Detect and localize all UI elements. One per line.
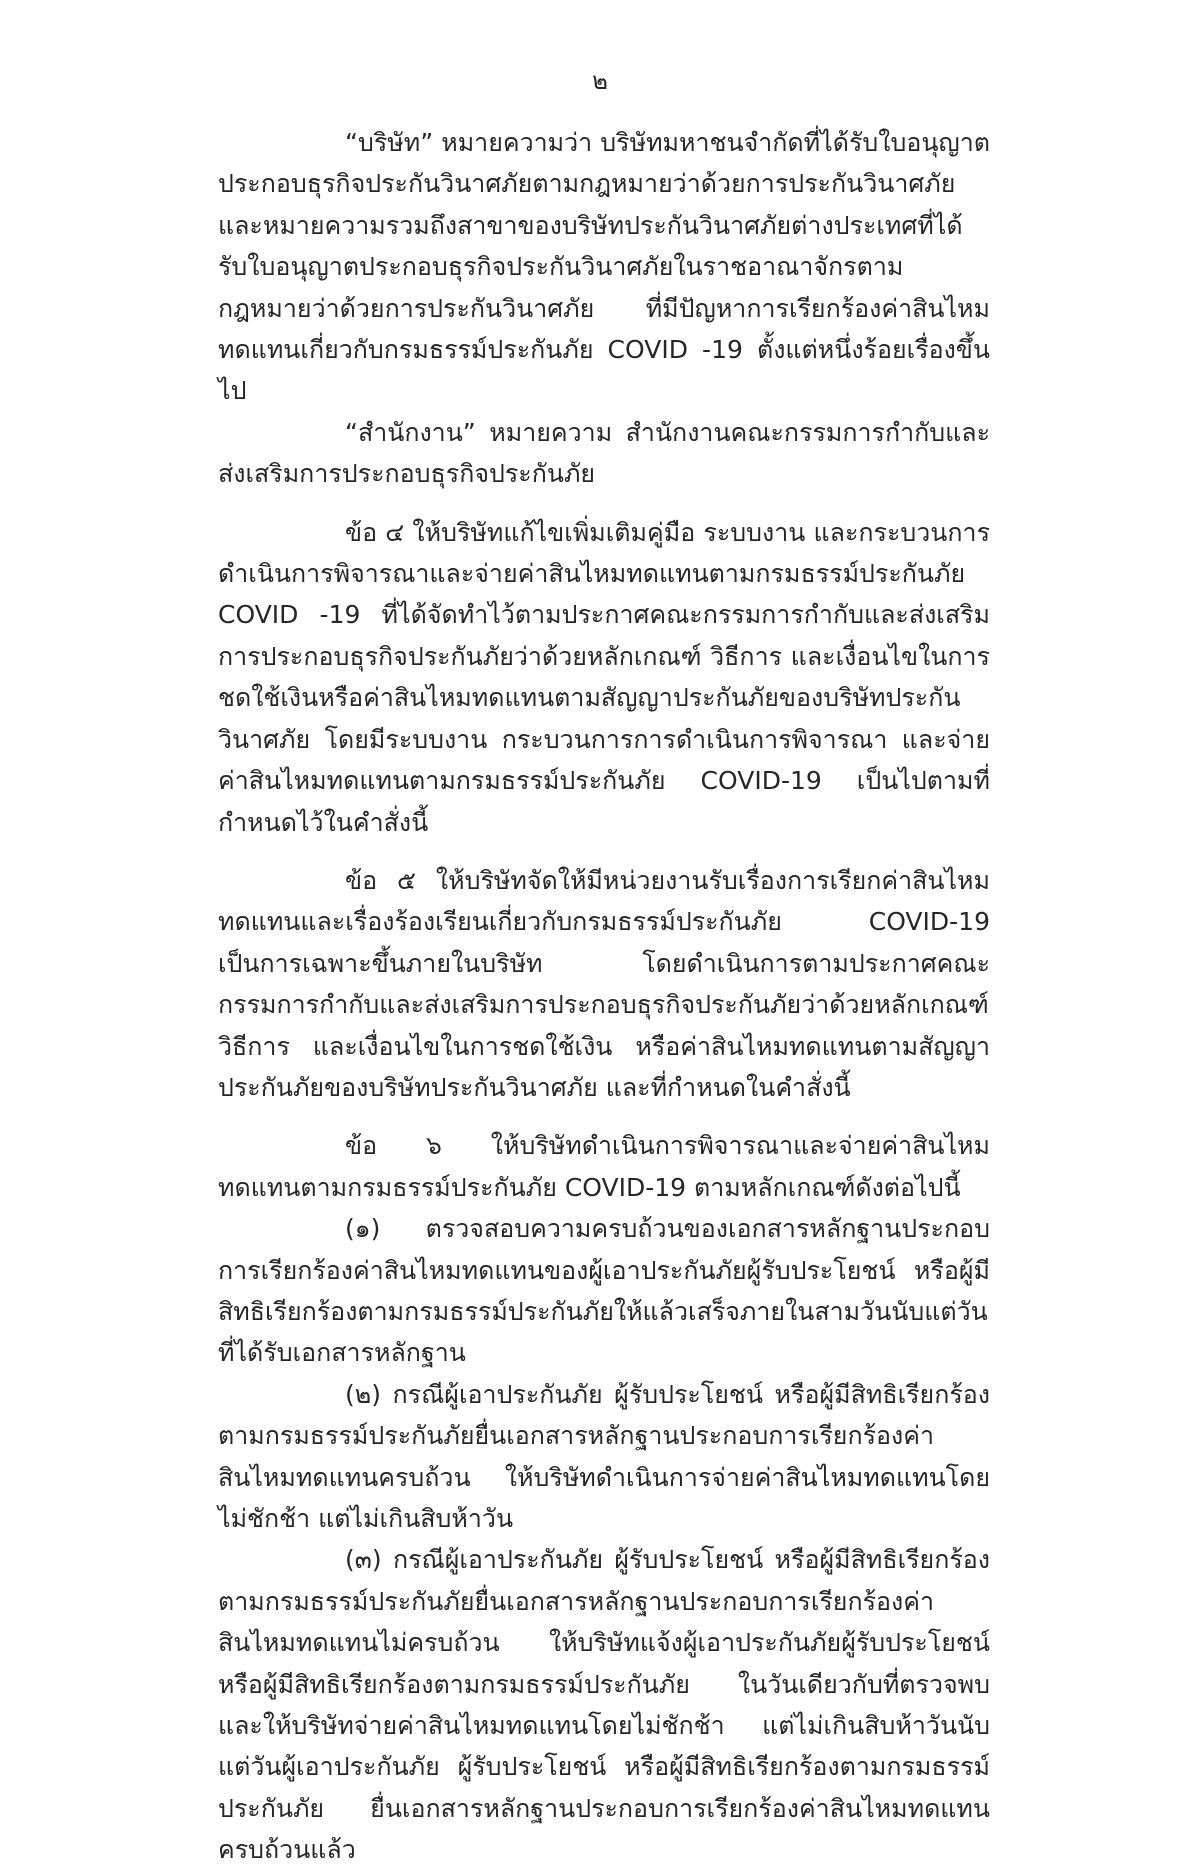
clause-6-item-1: (๑) ตรวจสอบความครบถ้วนของเอกสารหลักฐานประกอบการเรียกร้องค่าสินไหมทดแทนของผู้เอาประกันภัยผู้รับประโยชน์ หรือผู้มีสิทธิเรียกร้องตามกรมธรรม์ประกันภัยให้แล้วเสร็จภายในสามวันนับแต่วันที่ได้รับเอกสารหลักฐาน xyxy=(218,1214,990,1368)
definition-office-paragraph: “สำนักงาน” หมายความ สำนักงานคณะกรรมการกำกับและส่งเสริมการประกอบธุรกิจประกันภัย xyxy=(218,417,990,489)
clause-6-item-3: (๓) กรณีผู้เอาประกันภัย ผู้รับประโยชน์ หรือผู้มีสิทธิเรียกร้องตามกรมธรรม์ประกันภัยยื่นเอกสารหลักฐานประกอบการเรียกร้องค่าสินไหมทดแทนไม่ครบถ้วน ให้บริษัทแจ้งผู้เอาประกันภัยผู้รับประโยชน์ หรือผู้มีสิทธิเรียกร้องตามกรมธรรม์ประกันภัย ในวันเดียวกับที่ตรวจพบ และให้บริษัทจ่ายค่าสินไหมทดแทนโดยไม่ชักช้า แต่ไม่เกินสิบห้าวันนับแต่วันผู้เอาประกันภัย ผู้รับประโยชน์ หรือผู้มีสิทธิเรียกร้องตามกรมธรรม์ประกันภัย ยื่นเอกสารหลักฐานประกอบการเรียกร้องค่าสินไหมทดแทนครบถ้วนแล้ว xyxy=(218,1545,990,1865)
clause-6-item-2: (๒) กรณีผู้เอาประกันภัย ผู้รับประโยชน์ หรือผู้มีสิทธิเรียกร้องตามกรมธรรม์ประกันภัยยื่นเอกสารหลักฐานประกอบการเรียกร้องค่าสินไหมทดแทนครบถ้วน ให้บริษัทดำเนินการจ่ายค่าสินไหมทดแทนโดยไม่ชักช้า แต่ไม่เกินสิบห้าวัน xyxy=(218,1379,990,1533)
clause-6-paragraph: ข้อ ๖ ให้บริษัทดำเนินการพิจารณาและจ่ายค่าสินไหมทดแทนตามกรมธรรม์ประกันภัย COVID-19 ตามหลักเกณฑ์ดังต่อไปนี้ xyxy=(218,1131,990,1202)
document-body xyxy=(218,122,990,1871)
clause-4-paragraph: ข้อ ๔ ให้บริษัทแก้ไขเพิ่มเติมคู่มือ ระบบงาน และกระบวนการดำเนินการพิจารณาและจ่ายค่าสินไหมทดแทนตามกรมธรรม์ประกันภัย COVID -19 ที่ได้จัดทำไว้ตามประกาศคณะกรรมการกำกับและส่งเสริมการประกอบธุรกิจประกันภัยว่าด้วยหลักเกณฑ์ วิธีการ และเงื่อนไขในการชดใช้เงินหรือค่าสินไหมทดแทนตามสัญญาประกันภัยของบริษัทประกันวินาศภัย โดยมีระบบงาน กระบวนการการดำเนินการพิจารณา และจ่ายค่าสินไหมทดแทนตามกรมธรรม์ประกันภัย COVID-19 เป็นไปตามที่กำหนดไว้ในคำสั่งนี้ xyxy=(218,517,990,837)
clause-5-paragraph: ข้อ ๕ ให้บริษัทจัดให้มีหน่วยงานรับเรื่องการเรียกค่าสินไหมทดแทนและเรื่องร้องเรียนเกี่ยวกับกรมธรรม์ประกันภัย COVID-19 เป็นการเฉพาะขึ้นภายในบริษัท โดยดำเนินการตามประกาศคณะกรรมการกำกับและส่งเสริมการประกอบธุรกิจประกันภัยว่าด้วยหลักเกณฑ์ วิธีการ และเงื่อนไขในการชดใช้เงิน หรือค่าสินไหมทดแทนตามสัญญาประกันภัยของบริษัทประกันวินาศภัย และที่กำหนดในคำสั่งนี้ xyxy=(218,865,990,1102)
page-number: ๒ xyxy=(592,67,608,95)
definition-company-paragraph: “บริษัท” หมายความว่า บริษัทมหาชนจำกัดที่ได้รับใบอนุญาตประกอบธุรกิจประกันวินาศภัยตามกฎหมายว่าด้วยการประกันวินาศภัย และหมายความรวมถึงสาขาของบริษัทประกันวินาศภัยต่างประเทศที่ได้รับใบอนุญาตประกอบธุรกิจประกันวินาศภัยในราชอาณาจักรตามกฎหมายว่าด้วยการประกันวินาศภัย ที่มีปัญหาการเรียกร้องค่าสินไหมทดแทนเกี่ยวกับกรมธรรม์ประกันภัย COVID -19 ตั้งแต่หนึ่งร้อยเรื่องขึ้นไป xyxy=(218,128,990,406)
